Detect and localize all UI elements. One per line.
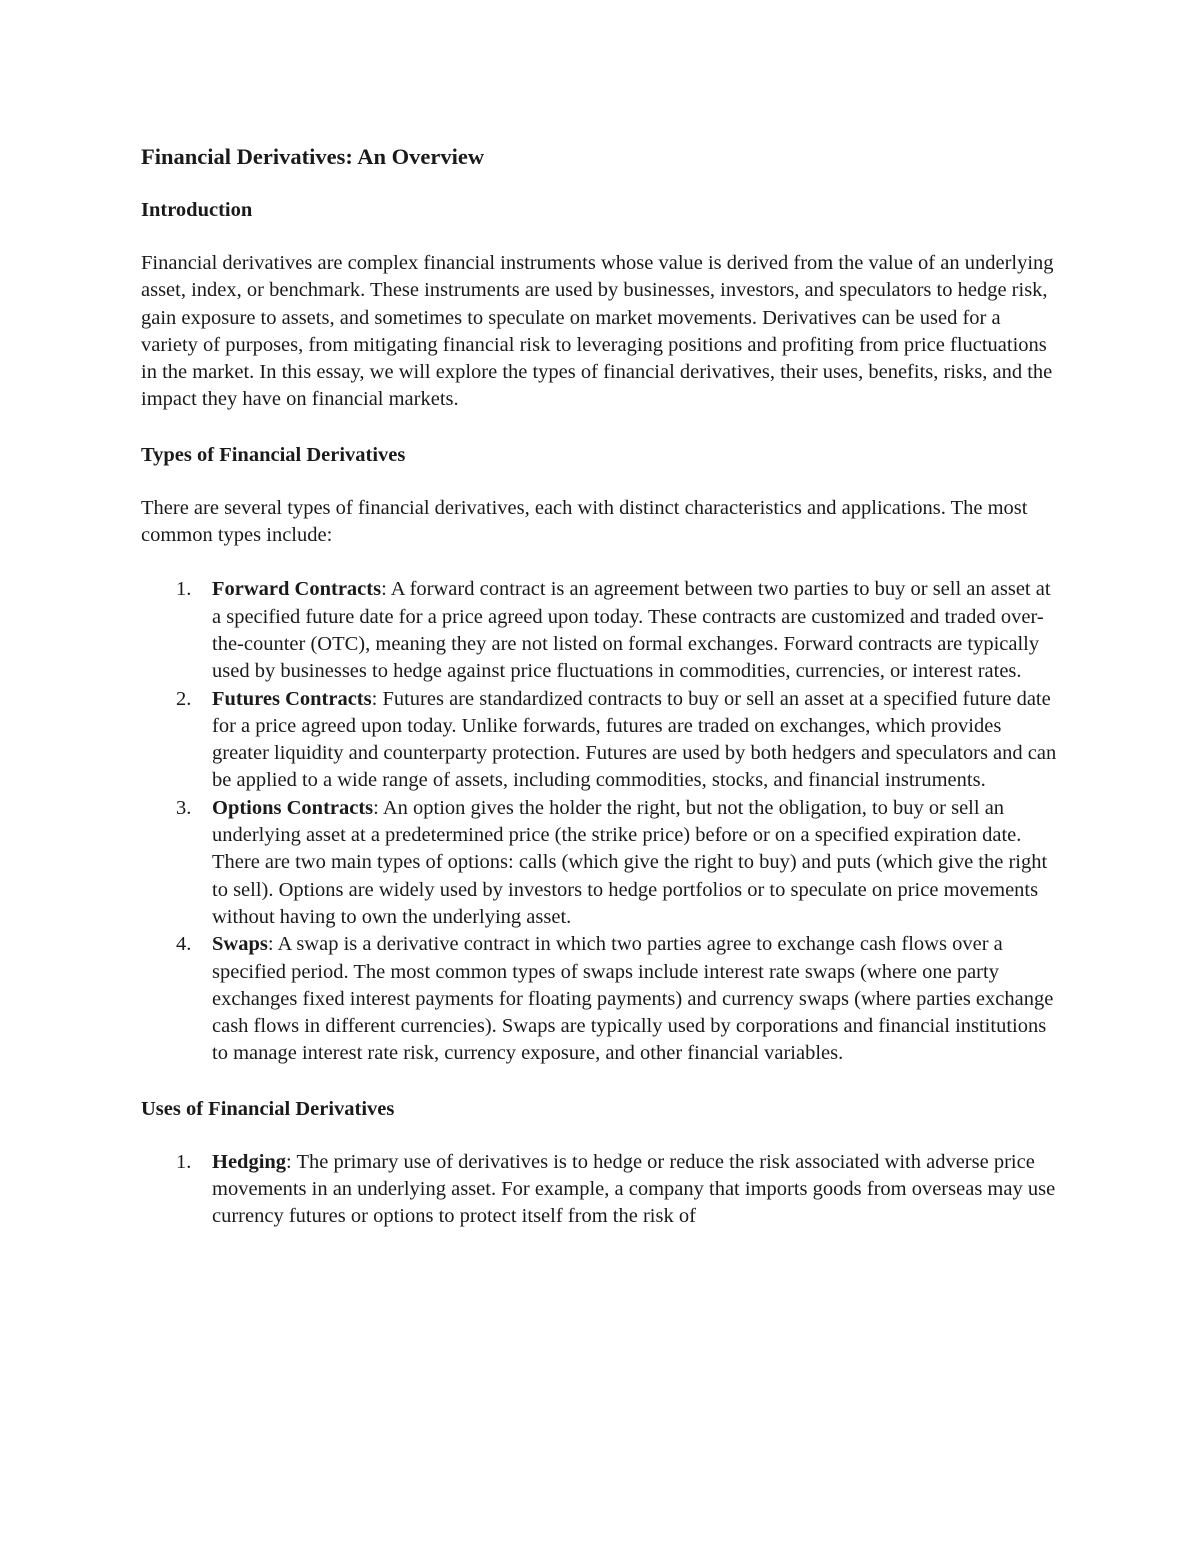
document-page [141, 140, 1061, 1258]
list-item-text: : A swap is a derivative contract in which two parties agree to exchange cash flows over a specified period. The most common types of swaps include interest rate swaps (where one party exchanges fixed interest payments for floating payments) and currency swaps (where parties exchange cash flows in different currencies). Swaps are typically used by corporations and financial institutions to manage interest rate risk, currency exposure, and other financial variables. [212, 933, 1054, 1065]
section-heading-types: Types of Financial Derivatives [141, 443, 406, 466]
list-number: 1. [176, 578, 192, 601]
list-item-text: : Futures are standardized contracts to buy or sell an asset at a specified future date for a price agreed upon today. Unlike forwards, futures are traded on exchanges, which provides greater liquidity and counterparty protection. Futures are used by both hedgers and speculators and can be applied to a wide range of assets, including commodities, stocks, and financial instruments. [212, 687, 1057, 792]
list-item-text: : An option gives the holder the right, but not the obligation, to buy or sell an underlying asset at a predetermined price (the strike price) before or on a specified expiration date. There are two main types of options: calls (which give the right to buy) and puts (which give the right to sell). Options are widely used by investors to hedge portfolios or to speculate on price movements without having to own the underlying asset. [212, 796, 1048, 928]
list-item-text: : The primary use of derivatives is to hedge or reduce the risk associated with adverse price movements in an underlying asset. For example, a company that imports goods from overseas may use currency futures or options to protect itself from the risk of [212, 1150, 1056, 1228]
list-number: 4. [176, 933, 192, 956]
list-item-term: Swaps [212, 933, 268, 956]
list-item-forward-contracts [141, 576, 1061, 685]
list-item-swaps [141, 931, 1061, 1067]
list-item-options-contracts [141, 795, 1061, 931]
list-item-term: Options Contracts [212, 796, 374, 819]
list-number: 1. [176, 1150, 192, 1173]
list-item-term: Futures Contracts [212, 687, 372, 710]
list-item-text: : A forward contract is an agreement between two parties to buy or sell an asset at a specified future date for a price agreed upon today. These contracts are customized and traded over-the-counter (OTC), meaning they are not listed on formal exchanges. Forward contracts are typically used by businesses to hedge against price fluctuations in commodities, currencies, or interest rates. [212, 578, 1051, 683]
list-number: 2. [176, 687, 192, 710]
section-heading-uses: Uses of Financial Derivatives [141, 1097, 395, 1120]
types-list [141, 576, 1061, 1067]
list-item-futures-contracts [141, 686, 1061, 795]
list-item-term: Hedging [212, 1150, 287, 1173]
section-heading-introduction: Introduction [141, 199, 253, 221]
introduction-paragraph: Financial derivatives are complex financial instruments whose value is derived from the value of an underlying asset, index, or benchmark. These instruments are used by businesses, investors, and speculators to hedge risk, gain exposure to assets, and sometimes to speculate on market movements. Derivatives can be used for a variety of purposes, from mitigating financial risk to leveraging positions and profiting from price fluctuations in the market. In this essay, we will explore the types of financial derivatives, their uses, benefits, risks, and the impact they have on financial markets. [141, 252, 1054, 411]
list-number: 3. [176, 796, 192, 819]
types-intro-paragraph: There are several types of financial derivatives, each with distinct characteristics and applications. The most common types include: [141, 496, 1028, 547]
uses-list [141, 1149, 1061, 1231]
list-item-hedging [141, 1149, 1061, 1231]
list-item-term: Forward Contracts [212, 578, 382, 601]
document-title: Financial Derivatives: An Overview [141, 144, 485, 169]
